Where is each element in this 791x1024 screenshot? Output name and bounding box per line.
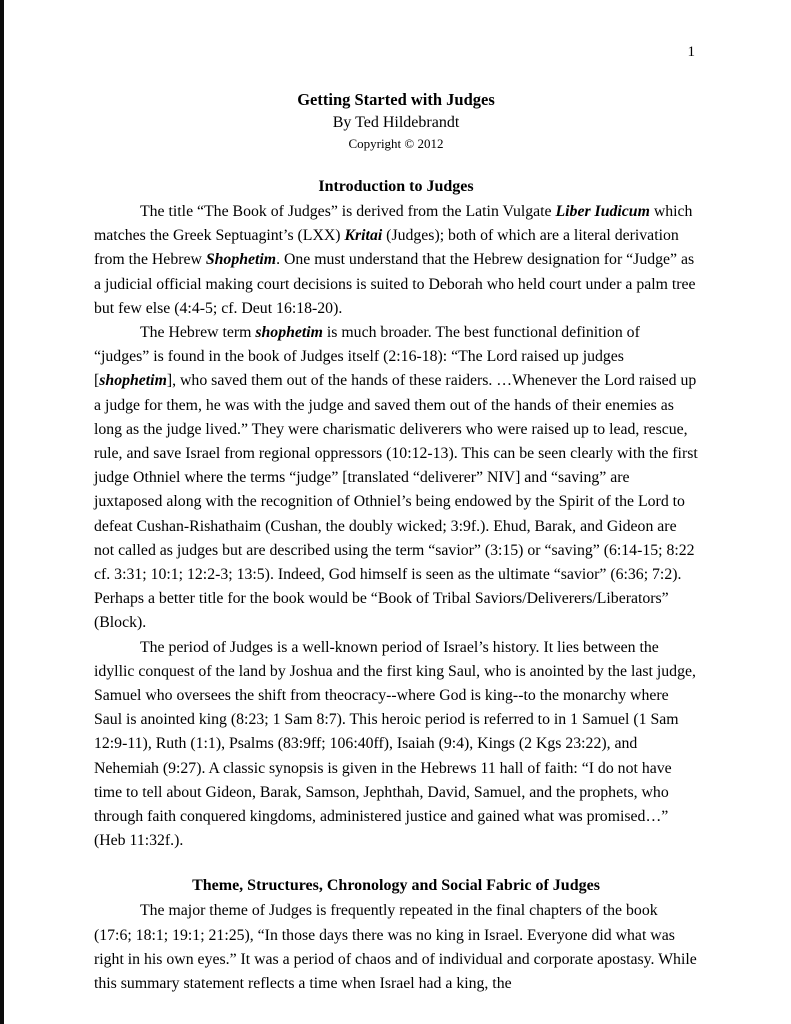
- paragraph: [94, 321, 698, 636]
- text-run: Liber Iudicum: [555, 203, 650, 220]
- document-body: [94, 175, 698, 996]
- text-run: Kritai: [344, 227, 383, 245]
- text-run: The major theme of Judges is frequently repeated in the final chapters of the book (17:6; 18:1; 19:1; 21:25), “In those days there was no king in Israel. Everyone did what was right in his own eyes.” It was a period of chaos and of individual and corporate apostasy. While this summary statement reflects a time when Israel had a king, the: [94, 902, 697, 993]
- text-run: The Hebrew term: [140, 324, 256, 342]
- paragraph: [94, 899, 698, 996]
- text-run: which matches the Greek Septuagint’s (LXX): [94, 203, 693, 245]
- text-run: The title “The Book of Judges” is derived from the Latin Vulgate: [140, 203, 556, 220]
- scan-artifact-line: [0, 0, 4, 1024]
- document-content-area: [94, 88, 698, 996]
- document-title: Getting Started with Judges: [297, 90, 495, 109]
- page-number: 1: [687, 44, 695, 60]
- document-copyright: Copyright © 2012: [348, 136, 444, 151]
- paragraph: [94, 200, 698, 321]
- text-run: . One must understand that the Hebrew designation for “Judge” as a judicial official making court decisions is suited to Deborah who held court under a palm tree but few else (4:4-5; cf. Deut 16:18-20).: [94, 251, 696, 317]
- text-run: shophetim: [255, 324, 323, 342]
- text-run: is much broader. The best functional definition of “judges” is found in the book of Judges itself (2:16-18): “The Lord raised up judges [: [94, 324, 640, 390]
- text-run: shophetim: [99, 372, 167, 390]
- text-run: Shophetim: [205, 251, 277, 269]
- document-byline: By Ted Hildebrandt: [332, 114, 460, 131]
- text-run: The period of Judges is a well-known period of Israel’s history. It lies between the idyllic conquest of the land by Joshua and the first king Saul, who is anointed by the last judge, Samuel who oversees the shift from theocracy--where God is king--to the monarchy where Saul is anointed king (8:23; 1 Sam 8:7). This heroic period is referred to in 1 Samuel (1 Sam 12:9-11), Ruth (1:1), Psalms (83:9ff; 106:40ff), Isaiah (9:4), Kings (2 Kgs 23:22), and Nehemiah (9:27). A classic synopsis is given in the Hebrews 11 hall of faith: “I do not have time to tell about Gideon, Barak, Samson, Jephthah, David, Samuel, and the prophets, who through faith conquered kingdoms, administered justice and gained what was promised…” (Heb 11:32f.).: [94, 638, 696, 850]
- section-heading: Introduction to Judges: [318, 178, 474, 195]
- section-heading: Theme, Structures, Chronology and Social Fabric of Judges: [192, 877, 600, 895]
- text-run: ], who saved them out of the hands of these raiders. …Whenever the Lord raised up a judge for them, he was with the judge and saved them out of the hands of their enemies as long as the judge lived.” They were charismatic deliverers who were raised up to lead, rescue, rule, and save Israel from regional oppressors (10:12-13). This can be seen clearly with the first judge Othniel where the terms “judge” [translated “deliverer” NIV] and “saving” are juxtaposed along with the recognition of Othniel’s being endowed by the Spirit of the Lord to defeat Cushan-Rishathaim (Cushan, the doubly wicked; 3:9f.). Ehud, Barak, and Gideon are not called as judges but are described using the term “savior” (3:15) or “saving” (6:14-15; 8:22 cf. 3:31; 10:1; 12:2-3; 13:5). Indeed, God himself is seen as the ultimate “savior” (6:36; 7:2). Perhaps a better title for the book would be “Book of Tribal Saviors/Deliverers/Liberators” (Block).: [94, 372, 698, 632]
- text-run: (Judges); both of which are a literal derivation from the Hebrew: [94, 227, 679, 269]
- paragraph: [94, 636, 698, 854]
